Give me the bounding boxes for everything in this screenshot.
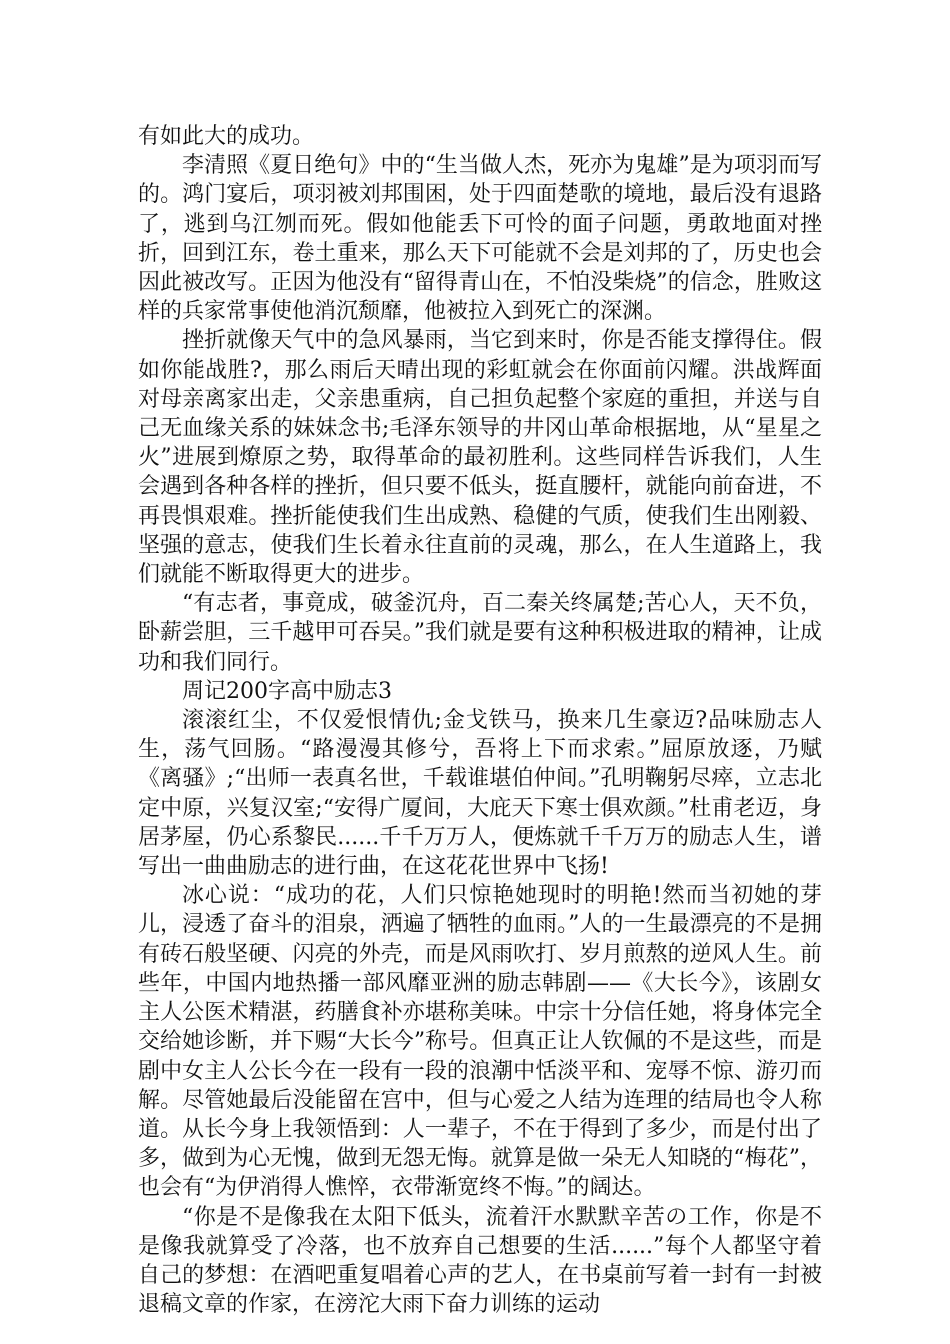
paragraph-1: 有如此大的成功。 [138,124,315,149]
section-heading: 周记200字高中励志3 [182,678,392,704]
paragraph-4: “有志者，事竟成，破釜沉舟，百二秦关终属楚;苦心人，天不负，卧薪尝胆，三千越甲可吞吴。”我们就是要有这种积极进取的精神，让成功和我们同行。 [138,591,822,675]
paragraph-3: 挫折就像天气中的急风暴雨，当它到来时，你是否能支撑得住。假如你能战胜?，那么雨后天晴出现的彩虹就会在你面前闪耀。洪战辉面对母亲离家出走，父亲患重病，自己担负起整个家庭的重担，并送与自己无血缘关系的妹妹念书;毛泽东领导的井冈山革命根据地，从“星星之火”进展到燎原之势，取得革命的最初胜利。这些同样告诉我们，人生会遇到各种各样的挫折，但只要不低头，挺直腰杆，就能向前奋进，不再畏惧艰难。挫折能使我们生出成熟、稳健的气质，使我们生出刚毅、坚强的意志，使我们生长着永往直前的灵魂，那么，在人生道路上，我们就能不断取得更大的进步。 [138,328,822,588]
paragraph-2: 李清照《夏日绝句》中的“生当做人杰，死亦为鬼雄”是为项羽而写的。鸿门宴后，项羽被刘邦围困，处于四面楚歌的境地，最后没有退路了，逃到乌江刎而死。假如他能丢下可怜的面子问题，勇敢地面对挫折，回到江东，卷土重来，那么天下可能就不会是刘邦的了，历史也会因此被改写。正因为他没有“留得青山在，不怕没柴烧”的信念，胜败这样的兵家常事使他消沉颓靡，他被拉入到死亡的深渊。 [138,153,822,325]
document-body [138,122,822,1319]
paragraph-5: 滚滚红尘，不仅爱恨情仇;金戈铁马，换来几生豪迈?品味励志人生，荡气回肠。“路漫漫其修兮，吾将上下而求索。”屈原放逐，乃赋《离骚》;“出师一表真名世，千载谁堪伯仲间。”孔明鞠躬尽瘁，立志北定中原，兴复汉室;“安得广厦间，大庇天下寒士俱欢颜。”杜甫老迈，身居茅屋，仍心系黎民......千千万万人，便炼就千千万万的励志人生，谱写出一曲曲励志的进行曲，在这花花世界中飞扬! [138,708,822,880]
paragraph-7: “你是不是像我在太阳下低头，流着汗水默默辛苦の工作，你是不是像我就算受了冷落，也不放弃自己想要的生活......”每个人都坚守着自己的梦想：在酒吧重复唱着心声的艺人，在书桌前写着一封有一封被退稿文章的作家，在滂沱大雨下奋力训练的运动 [138,1204,822,1318]
paragraph-6: 冰心说：“成功的花，人们只惊艳她现时的明艳!然而当初她的芽儿，浸透了奋斗的泪泉，洒遍了牺牲的血雨。”人的一生最漂亮的不是拥有砖石般坚硬、闪亮的外壳，而是风雨吹打、岁月煎熬的逆风人生。前些年，中国内地热播一部风靡亚洲的励志韩剧——《大长今》，该剧女主人公医术精湛，药膳食补亦堪称美味。中宗十分信任她，将身体完全交给她诊断，并下赐“大长今”称号。但真正让人钦佩的不是这些，而是剧中女主人公长今在一段有一段的浪潮中恬淡平和、宠辱不惊、游刃而解。尽管她最后没能留在宫中，但与心爱之人结为连理的结局也令人称道。从长今身上我领悟到：人一辈子，不在于得到了多少，而是付出了多，做到为心无愧，做到无怨无悔。就算是做一朵无人知晓的“梅花”，也会有“为伊消得人憔悴，衣带渐宽终不悔。”的阔达。 [138,883,822,1201]
